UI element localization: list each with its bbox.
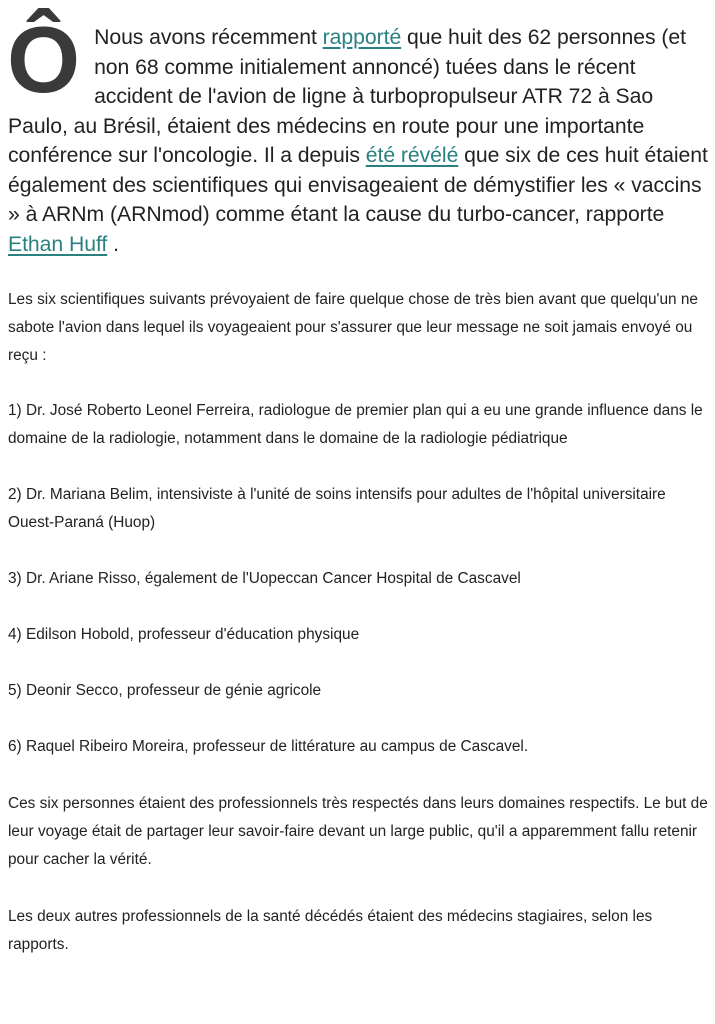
lead-text-4: . <box>107 232 119 256</box>
drop-cap: Ô <box>7 7 81 112</box>
list-item: 5) Deonir Secco, professeur de génie agricole <box>8 682 322 699</box>
closing-paragraph: Les deux autres professionnels de la santé décédés étaient des médecins stagiaires, selon les rapports. <box>8 908 653 953</box>
list-item: 2) Dr. Mariana Belim, intensiviste à l'unité de soins intensifs pour adultes de l'hôpital universitaire Ouest-Paraná (Huop) <box>8 486 666 531</box>
list-item: 6) Raquel Ribeiro Moreira, professeur de littérature au campus de Cascavel. <box>8 738 529 755</box>
after-list-paragraph: Ces six personnes étaient des professionnels très respectés dans leurs domaines respectifs. Le but de leur voyage était de partager leur savoir-faire devant un large public, qu'il a apparemment fallu retenir pour cacher la vérité. <box>8 795 708 868</box>
list-item: 3) Dr. Ariane Risso, également de l'Uopeccan Cancer Hospital de Cascavel <box>8 570 521 587</box>
list-item: 4) Edilson Hobold, professeur d'éducation physique <box>8 626 360 643</box>
lead-text-2: que huit des 62 personnes (et non 68 comme initialement annoncé) tuées dans le récent accident de l'avion de ligne à turbopropulseur ATR 72 à Sao Paulo, au Brésil, étaient des médecins en route pour une importante conférence sur l'oncologie. Il a depuis <box>8 26 686 167</box>
lead-paragraph <box>8 0 709 259</box>
intro-paragraph: Les six scientifiques suivants prévoyaient de faire quelque chose de très bien avant que quelqu'un ne sabote l'avion dans lequel ils voyageaient pour s'assurer que leur message ne soit jamais envoyé ou reçu : <box>8 291 698 364</box>
ete-revele-link[interactable]: été révélé <box>365 144 459 167</box>
lead-text-3: que six de ces huit étaient également des scientifiques qui envisageaient de démystifier les « vaccins » à ARNm (ARNmod) comme étant la cause du turbo-cancer, rapporte <box>8 144 708 226</box>
rapporte-link[interactable]: rapporté <box>322 26 402 49</box>
lead-text-1: Nous avons récemment <box>94 26 323 49</box>
list-item: 1) Dr. José Roberto Leonel Ferreira, radiologue de premier plan qui a eu une grande influence dans le domaine de la radiologie, notamment dans le domaine de la radiologie pédiatrique <box>8 402 703 447</box>
ethan-huff-link[interactable]: Ethan Huff <box>8 232 108 256</box>
